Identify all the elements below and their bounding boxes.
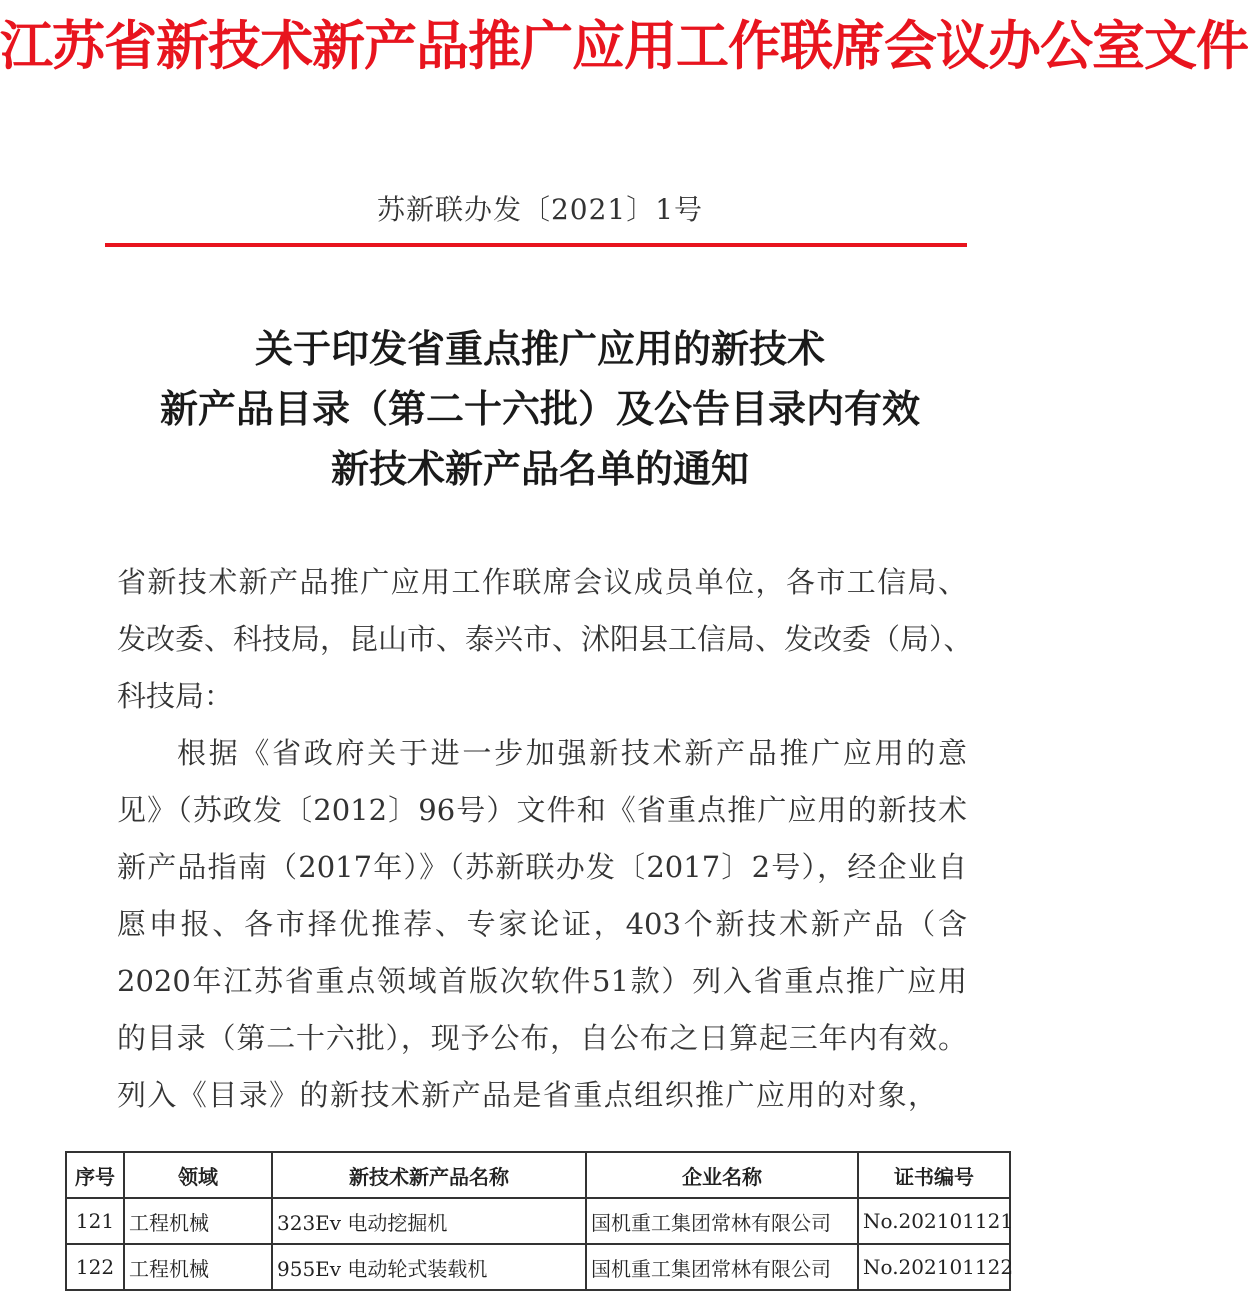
issuing-office-title: 江苏省新技术新产品推广应用工作联席会议办公室文件 [0, 16, 1248, 77]
cell-product: 323Ev 电动挖掘机 [272, 1198, 586, 1244]
col-header-product: 新技术新产品名称 [272, 1152, 586, 1198]
cell-certificate: No.202101122 [858, 1244, 1010, 1290]
document-number: 苏新联办发〔2021〕1号 [376, 193, 704, 226]
notice-title-line-2: 新产品目录（第二十六批）及公告目录内有效 [159, 387, 920, 431]
body-line: 列入《目录》的新技术新产品是省重点组织推广应用的对象， [117, 1078, 937, 1112]
cell-company: 国机重工集团常林有限公司 [586, 1244, 858, 1290]
body-line: 发改委、科技局，昆山市、泰兴市、沭阳县工信局、发改委（局）、 [117, 622, 973, 656]
col-header-certificate: 证书编号 [858, 1152, 1010, 1198]
body-line: 新产品指南（2017年）》（苏新联办发〔2017〕2号），经企业自 [117, 850, 967, 884]
table-row [66, 1244, 1010, 1290]
notice-title-line-3: 新技术新产品名单的通知 [330, 447, 749, 491]
notice-title-line-1: 关于印发省重点推广应用的新技术 [254, 327, 825, 371]
col-header-index: 序号 [66, 1152, 124, 1198]
body-line: 愿申报、各市择优推荐、专家论证，403个新技术新产品（含 [117, 907, 967, 941]
table-header-row [66, 1152, 1010, 1198]
cell-field: 工程机械 [124, 1244, 272, 1290]
cell-index: 122 [66, 1244, 124, 1290]
body-line: 2020年江苏省重点领域首版次软件51款）列入省重点推广应用 [117, 964, 967, 998]
col-header-company: 企业名称 [586, 1152, 858, 1198]
cell-company: 国机重工集团常林有限公司 [586, 1198, 858, 1244]
red-divider [105, 243, 967, 247]
col-header-field: 领域 [124, 1152, 272, 1198]
cell-product: 955Ev 电动轮式装载机 [272, 1244, 586, 1290]
product-table [65, 1151, 1014, 1291]
body-line: 见》（苏政发〔2012〕96号）文件和《省重点推广应用的新技术 [117, 793, 967, 827]
table-row [66, 1198, 1010, 1244]
cell-certificate: No.202101121 [858, 1198, 1010, 1244]
body-line: 根据《省政府关于进一步加强新技术新产品推广应用的意 [177, 736, 967, 770]
body-line: 科技局： [117, 679, 234, 713]
cell-index: 121 [66, 1198, 124, 1244]
body-line: 的目录（第二十六批），现予公布，自公布之日算起三年内有效。 [117, 1021, 967, 1055]
body-line: 省新技术新产品推广应用工作联席会议成员单位，各市工信局、 [117, 565, 967, 599]
cell-field: 工程机械 [124, 1198, 272, 1244]
